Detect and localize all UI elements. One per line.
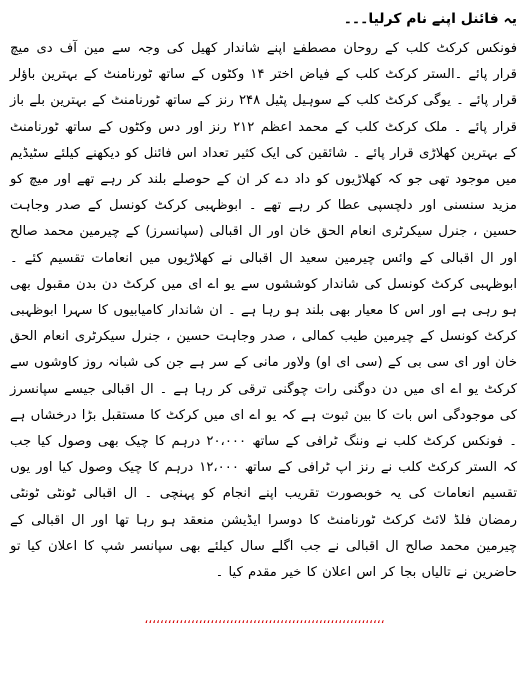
article-headline: یہ فائنل اپنے نام کرلیا۔۔۔ bbox=[343, 11, 517, 27]
decorative-separator: ،،،،،،،،،،،،،،،،،،،،،،،،،،،،،،،،،،،،،،،،،،،،،،،،،،،،،،،،،،،،،، bbox=[144, 612, 385, 626]
article-body: فونکس کرکٹ کلب کے روحان مصطفےٰ اپنے شاندار کھیل کی وجہ سے مین آف دی میچ قرار پائے ۔الستر کرکٹ کلب کے فیاض اختر ۱۴ وکٹوں کے ساتھ ٹورنامنٹ کے بہترین باؤلر قرار پائے ۔ یوگی کرکٹ کلب کے سوہیل پٹیل ۲۴۸ رنز کے ساتھ ٹورنامنٹ کے بہترین بلے باز قرار پائے ۔ ملک کرکٹ کلب کے محمد اعظم ۲۱۲ رنز اور دس وکٹوں کے ساتھ ٹورنامنٹ کے بہترین کھلاڑی قرار پائے ۔ شائقین کی ایک کثیر تعداد اس فائنل کو دیکھنے کیلئے سٹیڈیم میں موجود تھی جو کہ کھلاڑیوں کو داد دے کر ان کے حوصلے بلند کر رہے تھے اور میچ کو مزید سنسنی اور دلچسپی عطا کر رہے تھے ۔ ابوظہبی کرکٹ کونسل کے صدر وجاہت حسین ، جنرل سیکرٹری انعام الحق خان اور ال اقبالی (سپانسرز) کے چیرمین محمد صالح اور ال اقبالی کے وائس چیرمین سعید ال اقبالی نے کھلاڑیوں میں انعامات تقسیم کئے ۔ ابوظہبی کرکٹ کونسل کی شاندار کوششوں سے یو اے ای میں کرکٹ دن بدن مقبول بھی ہو رہی ہے اور اس کا معیار بھی بلند ہو رہا ہے ۔ ان شاندار کامیابیوں کا سہرا ابوظہبی کرکٹ کونسل کے چیرمین طیب کمالی ، صدر وجاہت حسین ، جنرل سیکرٹری انعام الحق خان اور ای سی بی کے (سی ای او) ولاور مانی کے سر ہے جن کی شبانہ روز کاوشوں سے کرکٹ یو اے ای میں دن دوگنی رات چوگنی ترقی کر رہا ہے ۔ ال اقبالی جیسے سپانسرز کی موجودگی اس بات کا بین ثبوت ہے کہ یو اے ای میں کرکٹ کا مستقبل بڑا درخشاں ہے ۔ فونکس کرکٹ کلب نے وننگ ٹرافی کے ساتھ ۲۰،۰۰۰ درہم کا چیک بھی وصول کیا جب کہ الستر کرکٹ کلب نے رنز اپ ٹرافی کے ساتھ ۱۲،۰۰۰ درہم کا چیک وصول کیا اور یوں تقسیم انعامات کی یہ خوبصورت تقریب اپنے انجام کو پہنچی ۔ ال اقبالی ٹونٹی ٹونٹی رمضان فلڈ لائٹ کرکٹ ٹورنامنٹ کا دوسرا ایڈیشن منعقد ہو رہا تھا اور ال اقبالی کے چیرمین محمد صالح ال اقبالی نے جب اگلے سال کیلئے بھی سپانسر شپ کا اعلان کیا تو حاضرین نے تالیاں بجا کر اس اعلان کا خیر مقدم کیا ۔ bbox=[10, 41, 517, 581]
